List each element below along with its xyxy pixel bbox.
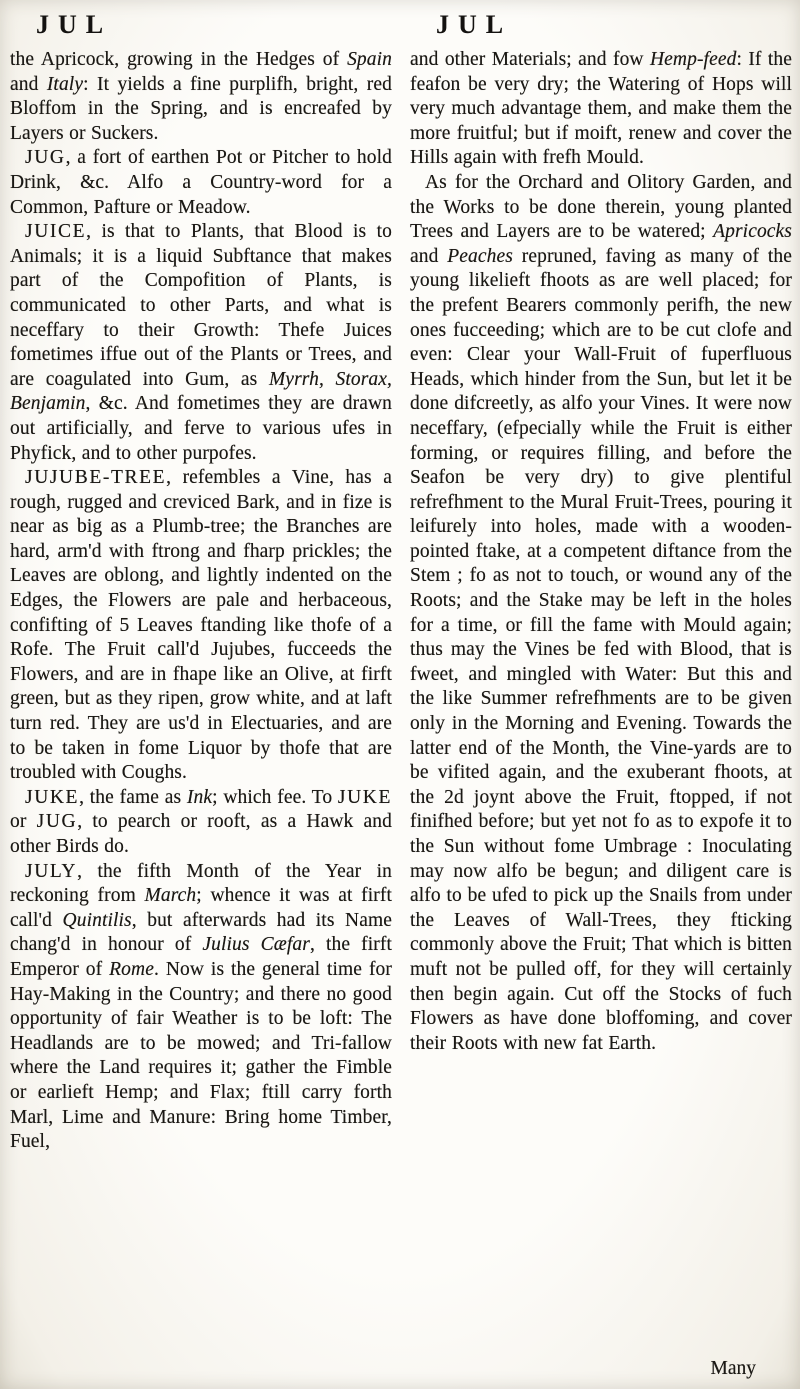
- italic-text: Apricocks: [713, 221, 792, 243]
- entry-headword: JUKE: [25, 786, 80, 808]
- italic-text: Hemp-feed: [649, 49, 737, 70]
- italic-text: Quintilis: [62, 909, 132, 931]
- entry-headword: JUICE: [25, 221, 87, 243]
- body-text: and: [10, 73, 47, 95]
- body-text: , &c. And fometimes they are drawn out artificially, and ferve to various ufes in Phyfick, and to other purpofes.: [10, 393, 392, 464]
- body-text: the Apricock, growing in the Hedges of: [10, 49, 348, 70]
- left-column-text: [10, 48, 392, 1383]
- entry-headword: JUKE: [337, 786, 392, 808]
- body-text: ; which fee. To: [212, 786, 338, 808]
- italic-text: Spain: [347, 49, 392, 70]
- left-column: [10, 8, 392, 1383]
- body-text: : If the feafon be very dry; the Watering of Hops will very much advantage them, and make them the more fruitful; but if moift, renew and cover the Hills again with frefh Mould.: [410, 49, 792, 169]
- right-column: [410, 8, 792, 1383]
- entry-headword: JUG: [36, 811, 78, 833]
- body-text: ; whence it was at firft call'd: [10, 885, 392, 931]
- body-text: , but afterwards had its Name chang'd in honour of: [10, 909, 392, 956]
- italic-text: Italy: [46, 73, 84, 95]
- paragraph: [10, 220, 392, 466]
- paragraph: [10, 860, 392, 1155]
- right-column-text: [410, 48, 792, 1357]
- paragraph: [10, 466, 392, 786]
- running-head-right: JUL: [436, 10, 513, 39]
- body-text: and: [410, 245, 448, 267]
- paragraph: [410, 171, 792, 1056]
- italic-text: Myrrh, Storax, Benjamin: [10, 368, 392, 415]
- body-text: , to pearch or rooft, as a Hawk and other Birds do.: [10, 811, 393, 857]
- body-text: , a fort of earthen Pot or Pitcher to hold Drink, &c. Alfo a Country-word for a Common, Pafture or Meadow.: [10, 147, 392, 218]
- body-text: and other Materials; and fow: [410, 49, 650, 70]
- body-text: repruned, faving as many of the young likelieft fhoots as are well placed; for the prefent Bearers commonly perifh, the new ones fucceeding; which are to be cut clofe and even: Clear your Wall-Fruit of fuperfluous Heads, which hinder from the Sun, but let it be done difcreetly, as alfo your Vines. It were now neceffary, (efpecially while the Fruit is either forming, or requires filling, and before the Seafon be very dry) to give plentiful refrefhment to the Mural Fruit-Trees, pouring it leifurely into holes, made with a wooden-pointed ftake, at a competent diftance from the Stem ; fo as not to touch, or wound any of the Roots; and the Stake may be left in the holes for a time, or fill the fame with Mould again; thus may the Vines be fed with Blood, that is fweet, and mingled with Water: But this and the like Summer refrefhments are to be given only in the Morning and Evening. Towards the latter end of the Month, the Vine-yards are to be vifited again, and the exuberant fhoots, at the 2d joynt above the Fruit, ftopped, if not finifhed before; but yet not fo as to expofe it to the Sun without fome Umbrage : Inoculating may now alfo be begun; and diligent care is alfo to be ufed to pick up the Snails from under the Leaves of Wall-Trees, they fticking commonly above the Fruit; That which is bitten muft not be pulled off, for they will certainly then begin again. Cut off the Stocks of fuch Flowers as have done bloffoming, and cover their Roots with new fat Earth.: [410, 245, 792, 1054]
- catchword: Many: [710, 1358, 756, 1379]
- italic-text: Rome: [109, 958, 154, 980]
- body-text: , the fame as: [79, 786, 187, 808]
- body-text: , the firft Emperor of: [10, 934, 392, 980]
- italic-text: March: [144, 885, 197, 907]
- paragraph: [10, 146, 392, 220]
- body-text: As for the Orchard and Olitory Garden, and the Works to be done therein, young planted Trees and Layers are to be watered;: [410, 171, 792, 243]
- body-text: or: [10, 811, 37, 833]
- paragraph: [410, 48, 792, 171]
- body-text: . Now is the general time for Hay-Making in the Country; and there no good opportunity of fair Weather is to be loft: The Headlands are to be mowed; and Tri-fallow where the Land requires it; gather the Fimble or earlieft Hemp; and Flax; ftill carry forth Marl, Lime and Manure: Bring home Timber, Fuel,: [10, 958, 392, 1153]
- running-head-left: JUL: [36, 10, 113, 39]
- body-text: : It yields a fine purplifh, bright, red Bloffom in the Spring, and is encreafed by Layers or Suckers.: [10, 73, 392, 144]
- entry-headword: JUJUBE-TREE: [25, 467, 167, 489]
- body-text: , is that to Plants, that Blood is to Animals; it is a liquid Subftance that makes part of the Compofition of Plants, is communicated to other Parts, and what is neceffary to their Growth: Thefe Juices fometimes iffue out of the Plants or Trees, and are coagulated into Gum, as: [10, 221, 392, 390]
- body-text: , the fifth Month of the Year in reckoning from: [10, 860, 392, 907]
- paragraph: [10, 786, 392, 860]
- paragraph: [10, 48, 392, 146]
- italic-text: Julius Cæfar: [202, 934, 310, 956]
- entry-headword: JULY: [25, 860, 78, 882]
- italic-text: Ink: [186, 786, 213, 808]
- entry-headword: JUG: [25, 147, 66, 169]
- body-text: , refembles a Vine, has a rough, rugged and creviced Bark, and in fize is near as big as a Plumb-tree; the Branches are hard, arm'd with ftrong and fharp prickles; the Leaves are oblong, and lightly indented on the Edges, the Flowers are pale and herbaceous, confifting of 5 Leaves ftanding like thofe of a Rofe. The Fruit call'd Jujubes, fucceeds the Flowers, and are in fhape like an Olive, at firft green, but as they ripen, grow white, and at laft turn red. They are us'd in Electuaries, and are to be taken in fome Liquor by thofe that are troubled with Coughs.: [10, 467, 392, 784]
- italic-text: Peaches: [447, 245, 513, 267]
